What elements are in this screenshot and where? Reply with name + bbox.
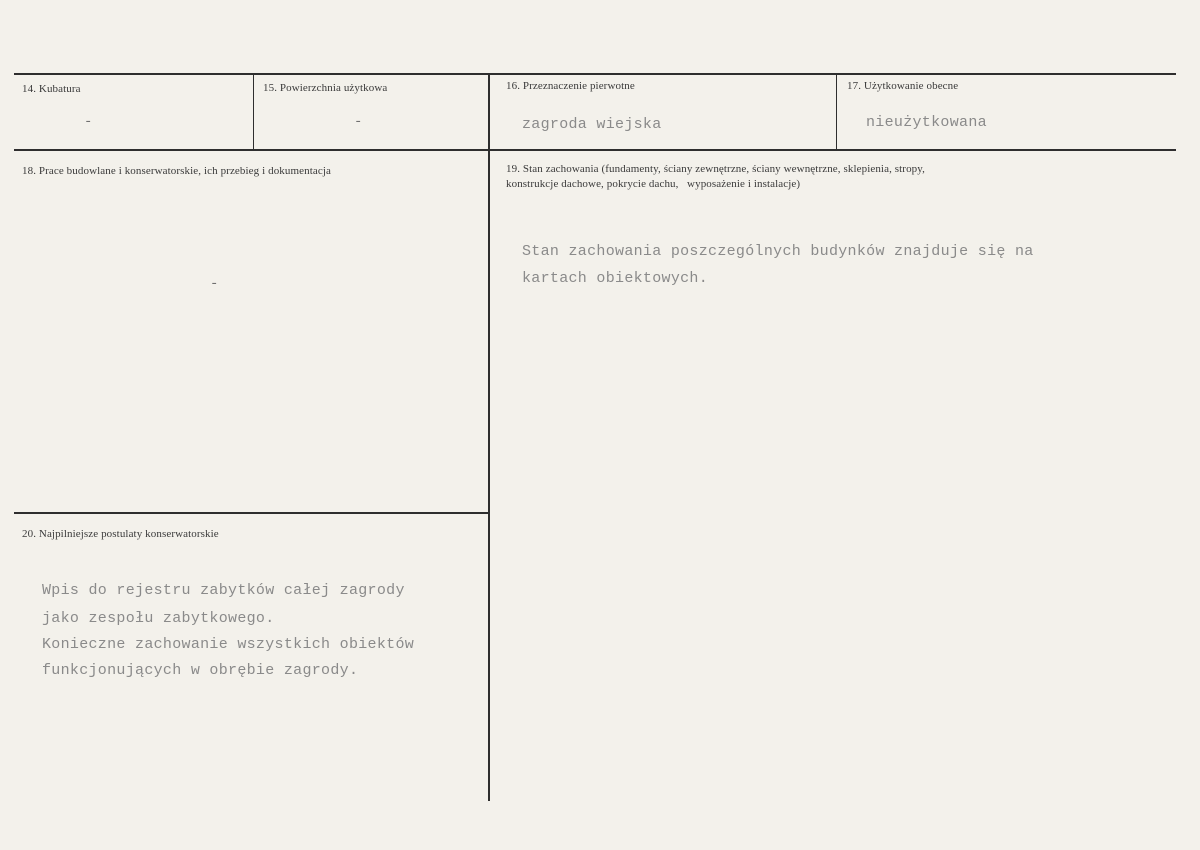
field-14-value: - [84,114,93,130]
divider-14-15 [253,74,254,150]
divider-15-16 [488,74,490,801]
field-20-value-line1: Wpis do rejestru zabytków całej zagrody [42,582,405,599]
field-20-label: 20. Najpilniejsze postulaty konserwatorskie [22,528,219,540]
field-20-value-line2: jako zespołu zabytkowego. [42,610,275,627]
field-19-label-line2: konstrukcje dachowe, pokrycie dachu, wyposażenie i instalacje) [506,178,801,190]
field-14-label: 14. Kubatura [22,83,81,95]
field-15-value: - [354,114,363,130]
field-18-label: 18. Prace budowlane i konserwatorskie, ich przebieg i dokumentacja [22,165,331,177]
field-17-value: nieużytkowana [866,114,987,131]
field-16-label: 16. Przeznaczenie pierwotne [506,80,635,92]
field-18-value: - [210,276,219,292]
field-15-label: 15. Powierzchnia użytkowa [263,82,388,94]
field-20-value-line3: Konieczne zachowanie wszystkich obiektów [42,636,415,653]
divider-16-17 [836,74,837,150]
top-rule [14,73,1176,75]
field-19-value-line1: Stan zachowania poszczególnych budynków znajduje się na [522,243,1034,260]
field-19-label-line1: 19. Stan zachowania (fundamenty, ściany zewnętrzne, ściany wewnętrzne, sklepienia, stropy, [506,163,926,175]
field-17-label: 17. Użytkowanie obecne [847,80,959,92]
field-20-value-line4: funkcjonujących w obrębie zagrody. [42,662,359,679]
section-18-bottom-rule [14,512,489,514]
field-16-value: zagroda wiejska [522,116,662,133]
header-row-bottom-rule [14,149,1176,151]
field-19-value-line2: kartach obiektowych. [522,270,709,287]
